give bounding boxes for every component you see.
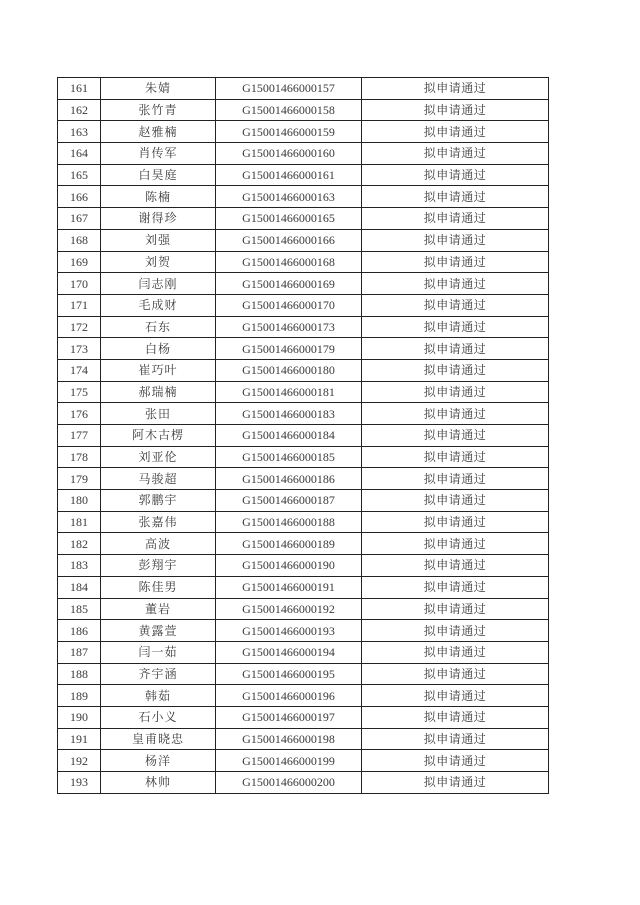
status-cell: 拟申请通过 xyxy=(362,446,549,468)
status-cell: 拟申请通过 xyxy=(362,425,549,447)
name-cell: 黄露萱 xyxy=(101,620,216,642)
table-row xyxy=(58,706,549,728)
name-cell: 刘强 xyxy=(101,229,216,251)
table-row xyxy=(58,490,549,512)
id-cell: G15001466000198 xyxy=(216,728,362,750)
table-row xyxy=(58,533,549,555)
id-cell: G15001466000184 xyxy=(216,425,362,447)
table-row xyxy=(58,143,549,165)
table-row xyxy=(58,750,549,772)
id-cell: G15001466000181 xyxy=(216,381,362,403)
name-cell: 阿木古楞 xyxy=(101,425,216,447)
table-row xyxy=(58,511,549,533)
name-cell: 陈楠 xyxy=(101,186,216,208)
status-cell: 拟申请通过 xyxy=(362,533,549,555)
status-cell: 拟申请通过 xyxy=(362,706,549,728)
id-cell: G15001466000194 xyxy=(216,641,362,663)
id-cell: G15001466000189 xyxy=(216,533,362,555)
table-row xyxy=(58,425,549,447)
table-row xyxy=(58,273,549,295)
id-cell: G15001466000200 xyxy=(216,772,362,794)
id-cell: G15001466000169 xyxy=(216,273,362,295)
id-cell: G15001466000186 xyxy=(216,468,362,490)
name-cell: 石东 xyxy=(101,316,216,338)
row-number-cell: 165 xyxy=(58,164,101,186)
table-row xyxy=(58,99,549,121)
status-cell: 拟申请通过 xyxy=(362,468,549,490)
status-cell: 拟申请通过 xyxy=(362,555,549,577)
row-number-cell: 176 xyxy=(58,403,101,425)
table-row xyxy=(58,403,549,425)
id-cell: G15001466000161 xyxy=(216,164,362,186)
row-number-cell: 177 xyxy=(58,425,101,447)
row-number-cell: 185 xyxy=(58,598,101,620)
row-number-cell: 191 xyxy=(58,728,101,750)
name-cell: 崔巧叶 xyxy=(101,359,216,381)
name-cell: 闫志刚 xyxy=(101,273,216,295)
status-cell: 拟申请通过 xyxy=(362,251,549,273)
id-cell: G15001466000158 xyxy=(216,99,362,121)
id-cell: G15001466000196 xyxy=(216,685,362,707)
name-cell: 林帅 xyxy=(101,772,216,794)
row-number-cell: 187 xyxy=(58,641,101,663)
status-cell: 拟申请通过 xyxy=(362,164,549,186)
table-row xyxy=(58,251,549,273)
table-row xyxy=(58,576,549,598)
table-row xyxy=(58,208,549,230)
id-cell: G15001466000192 xyxy=(216,598,362,620)
table-body xyxy=(58,78,549,794)
row-number-cell: 172 xyxy=(58,316,101,338)
status-cell: 拟申请通过 xyxy=(362,772,549,794)
id-cell: G15001466000180 xyxy=(216,359,362,381)
status-cell: 拟申请通过 xyxy=(362,728,549,750)
row-number-cell: 189 xyxy=(58,685,101,707)
table-row xyxy=(58,294,549,316)
id-cell: G15001466000166 xyxy=(216,229,362,251)
id-cell: G15001466000190 xyxy=(216,555,362,577)
status-cell: 拟申请通过 xyxy=(362,511,549,533)
status-cell: 拟申请通过 xyxy=(362,229,549,251)
table-row xyxy=(58,468,549,490)
status-cell: 拟申请通过 xyxy=(362,78,549,100)
id-cell: G15001466000159 xyxy=(216,121,362,143)
table-row xyxy=(58,620,549,642)
row-number-cell: 186 xyxy=(58,620,101,642)
row-number-cell: 180 xyxy=(58,490,101,512)
status-cell: 拟申请通过 xyxy=(362,381,549,403)
name-cell: 彭翔宇 xyxy=(101,555,216,577)
row-number-cell: 193 xyxy=(58,772,101,794)
row-number-cell: 167 xyxy=(58,208,101,230)
name-cell: 白昊庭 xyxy=(101,164,216,186)
table-row xyxy=(58,728,549,750)
status-cell: 拟申请通过 xyxy=(362,576,549,598)
id-cell: G15001466000170 xyxy=(216,294,362,316)
id-cell: G15001466000160 xyxy=(216,143,362,165)
name-cell: 肖传军 xyxy=(101,143,216,165)
id-cell: G15001466000191 xyxy=(216,576,362,598)
status-cell: 拟申请通过 xyxy=(362,316,549,338)
status-cell: 拟申请通过 xyxy=(362,99,549,121)
status-cell: 拟申请通过 xyxy=(362,403,549,425)
status-cell: 拟申请通过 xyxy=(362,359,549,381)
name-cell: 闫一茹 xyxy=(101,641,216,663)
table-row xyxy=(58,229,549,251)
status-cell: 拟申请通过 xyxy=(362,294,549,316)
row-number-cell: 192 xyxy=(58,750,101,772)
name-cell: 张竹青 xyxy=(101,99,216,121)
name-cell: 刘贺 xyxy=(101,251,216,273)
name-cell: 赵雅楠 xyxy=(101,121,216,143)
id-cell: G15001466000187 xyxy=(216,490,362,512)
name-cell: 齐宇涵 xyxy=(101,663,216,685)
row-number-cell: 161 xyxy=(58,78,101,100)
row-number-cell: 190 xyxy=(58,706,101,728)
name-cell: 陈佳男 xyxy=(101,576,216,598)
name-cell: 杨洋 xyxy=(101,750,216,772)
table-row xyxy=(58,555,549,577)
id-cell: G15001466000199 xyxy=(216,750,362,772)
row-number-cell: 169 xyxy=(58,251,101,273)
applicant-table xyxy=(57,77,549,794)
name-cell: 张嘉伟 xyxy=(101,511,216,533)
row-number-cell: 162 xyxy=(58,99,101,121)
table-row xyxy=(58,338,549,360)
status-cell: 拟申请通过 xyxy=(362,490,549,512)
name-cell: 石小义 xyxy=(101,706,216,728)
name-cell: 毛成财 xyxy=(101,294,216,316)
row-number-cell: 173 xyxy=(58,338,101,360)
row-number-cell: 174 xyxy=(58,359,101,381)
id-cell: G15001466000197 xyxy=(216,706,362,728)
row-number-cell: 179 xyxy=(58,468,101,490)
table-row xyxy=(58,121,549,143)
row-number-cell: 181 xyxy=(58,511,101,533)
name-cell: 张田 xyxy=(101,403,216,425)
name-cell: 董岩 xyxy=(101,598,216,620)
status-cell: 拟申请通过 xyxy=(362,143,549,165)
name-cell: 高波 xyxy=(101,533,216,555)
name-cell: 郝瑞楠 xyxy=(101,381,216,403)
row-number-cell: 166 xyxy=(58,186,101,208)
status-cell: 拟申请通过 xyxy=(362,750,549,772)
status-cell: 拟申请通过 xyxy=(362,208,549,230)
row-number-cell: 168 xyxy=(58,229,101,251)
id-cell: G15001466000173 xyxy=(216,316,362,338)
name-cell: 韩茹 xyxy=(101,685,216,707)
row-number-cell: 164 xyxy=(58,143,101,165)
table-row xyxy=(58,164,549,186)
status-cell: 拟申请通过 xyxy=(362,620,549,642)
table-row xyxy=(58,663,549,685)
table-row xyxy=(58,186,549,208)
table-row xyxy=(58,78,549,100)
status-cell: 拟申请通过 xyxy=(362,685,549,707)
status-cell: 拟申请通过 xyxy=(362,273,549,295)
id-cell: G15001466000185 xyxy=(216,446,362,468)
status-cell: 拟申请通过 xyxy=(362,186,549,208)
name-cell: 白杨 xyxy=(101,338,216,360)
id-cell: G15001466000157 xyxy=(216,78,362,100)
table-row xyxy=(58,381,549,403)
row-number-cell: 184 xyxy=(58,576,101,598)
id-cell: G15001466000165 xyxy=(216,208,362,230)
status-cell: 拟申请通过 xyxy=(362,598,549,620)
name-cell: 马骏超 xyxy=(101,468,216,490)
row-number-cell: 183 xyxy=(58,555,101,577)
id-cell: G15001466000183 xyxy=(216,403,362,425)
table-row xyxy=(58,772,549,794)
table-row xyxy=(58,359,549,381)
name-cell: 朱婧 xyxy=(101,78,216,100)
row-number-cell: 182 xyxy=(58,533,101,555)
row-number-cell: 175 xyxy=(58,381,101,403)
row-number-cell: 163 xyxy=(58,121,101,143)
id-cell: G15001466000168 xyxy=(216,251,362,273)
status-cell: 拟申请通过 xyxy=(362,338,549,360)
id-cell: G15001466000193 xyxy=(216,620,362,642)
name-cell: 刘亚伦 xyxy=(101,446,216,468)
row-number-cell: 170 xyxy=(58,273,101,295)
name-cell: 谢得珍 xyxy=(101,208,216,230)
id-cell: G15001466000163 xyxy=(216,186,362,208)
id-cell: G15001466000195 xyxy=(216,663,362,685)
name-cell: 皇甫晓忠 xyxy=(101,728,216,750)
id-cell: G15001466000188 xyxy=(216,511,362,533)
table-row xyxy=(58,685,549,707)
table-row xyxy=(58,598,549,620)
table-row xyxy=(58,316,549,338)
table-row xyxy=(58,446,549,468)
table-row xyxy=(58,641,549,663)
name-cell: 郭鹏宇 xyxy=(101,490,216,512)
status-cell: 拟申请通过 xyxy=(362,663,549,685)
status-cell: 拟申请通过 xyxy=(362,121,549,143)
status-cell: 拟申请通过 xyxy=(362,641,549,663)
row-number-cell: 188 xyxy=(58,663,101,685)
row-number-cell: 178 xyxy=(58,446,101,468)
id-cell: G15001466000179 xyxy=(216,338,362,360)
row-number-cell: 171 xyxy=(58,294,101,316)
